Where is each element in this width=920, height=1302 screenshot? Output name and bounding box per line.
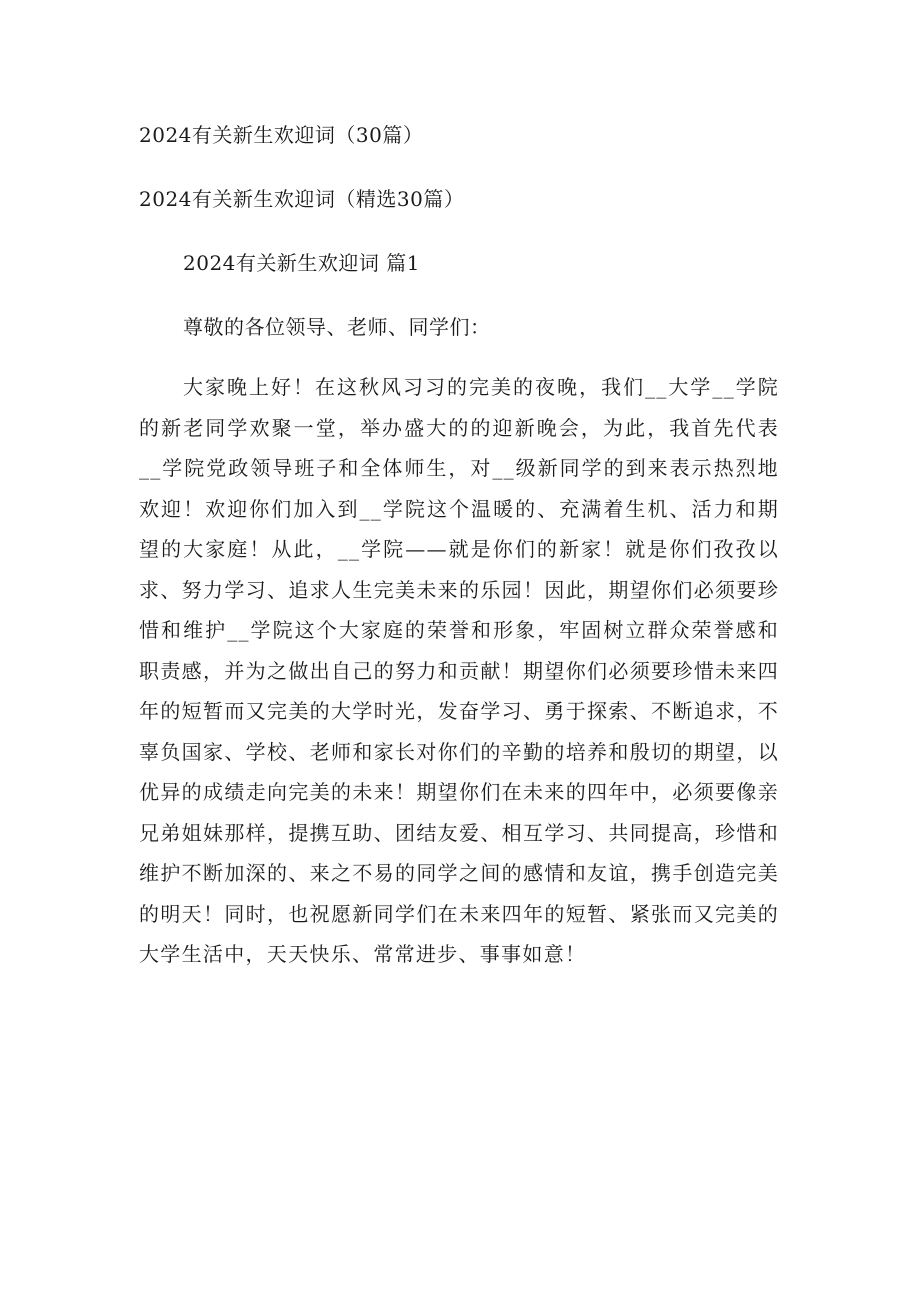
body-paragraph: 大家晚上好！在这秋风习习的完美的夜晚，我们__大学__学院的新老同学欢聚一堂，举办盛大的的迎新晚会，为此，我首先代表__学院党政领导班子和全体师生，对__级新同学的到来表示热烈地欢迎！欢迎你们加入到__学院这个温暖的、充满着生机、活力和期望的大家庭！从此，__学院——就是你们的新家！就是你们孜孜以求、努力学习、追求人生完美未来的乐园！因此，期望你们必须要珍惜和维护__学院这个大家庭的荣誉和形象，牢固树立群众荣誉感和职责感，并为之做出自己的努力和贡献！期望你们必须要珍惜未来四年的短暂而又完美的大学时光，发奋学习、勇于探索、不断追求，不辜负国家、学校、老师和家长对你们的辛勤的培养和殷切的期望，以优异的成绩走向完美的未来！期望你们在未来的四年中，必须要像亲兄弟姐妹那样，提携互助、团结友爱、相互学习、共同提高，珍惜和维护不断加深的、来之不易的同学之间的感情和友谊，携手创造完美的明天！同时，也祝愿新同学们在未来四年的短暂、紧张而又完美的大学生活中，天天快乐、常常进步、事事如意！ [139,375,779,966]
document-subtitle: 2024有关新生欢迎词（精选30篇） [139,187,465,211]
section-heading: 2024有关新生欢迎词 篇1 [183,251,420,275]
greeting-line: 尊敬的各位领导、老师、同学们： [183,315,491,339]
document-title: 2024有关新生欢迎词（30篇） [139,123,424,147]
